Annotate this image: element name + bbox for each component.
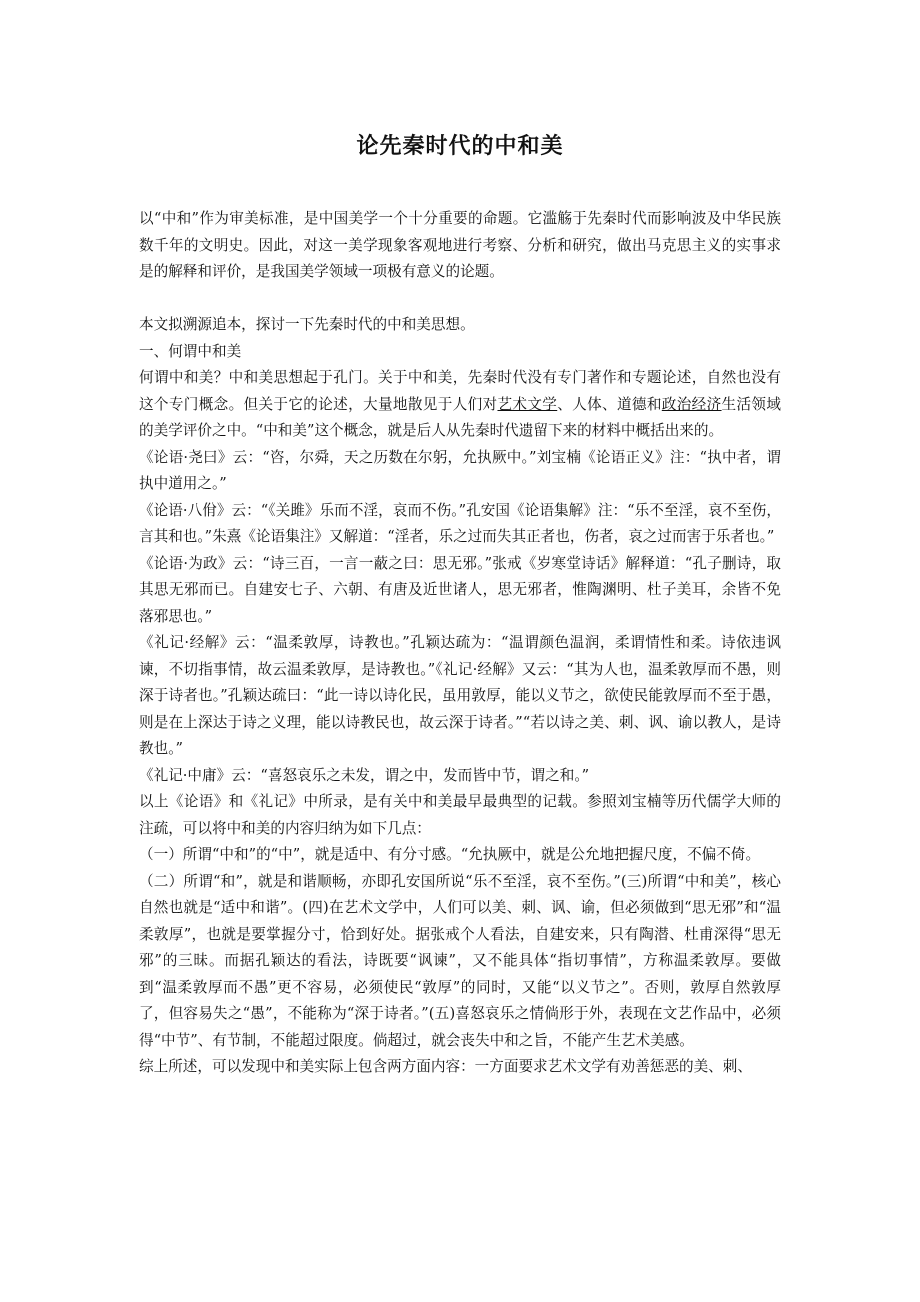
point-two-to-five: （二）所谓“和”，就是和谐顺畅，亦即孔安国所说“乐不至淫，哀不至伤。”(三)所谓“中和美”，核心自然也就是“适中和谐”。(四)在艺术文学中，人们可以美、刺、讽、谕，但必须做到“思无邪”和“温柔敦厚”，也就是要掌握分寸，恰到好处。据张戒个人看法，自建安来，只有陶潜、杜甫深得“思无邪”的三昧。而据孔颖达的看法，诗既要“讽谏”，又不能具体“指切事情”，方称温柔敦厚。要做到“温柔敦厚而不愚”更不容易，必须使民“敦厚”的同时，又能“以义节之”。否则，敦厚自然敦厚了，但容易失之“愚”，不能称为“深于诗者。”(五)喜怒哀乐之情倘形于外，表现在文艺作品中，必须得“中节”、有节制，不能超过限度。倘超过，就会丧失中和之旨，不能产生艺术美感。	[139, 872, 781, 1049]
quote-yaoyue: 《论语·尧曰》云：“咨，尔舜，天之历数在尔躬，允执厥中。”刘宝楠《论语正义》注：“执中者，谓执中道用之。”	[139, 448, 781, 492]
conclusion-paragraph: 综上所述，可以发现中和美实际上包含两方面内容：一方面要求艺术文学有劝善惩恶的美、刺、	[139, 1058, 752, 1075]
quote-bayi: 《论语·八佾》云：“《关雎》乐而不淫，哀而不伤。”孔安国《论语集解》注：“乐不至淫，哀不至伤，言其和也。”朱熹《论语集注》又解道：“淫者，乐之过而失其正者也，伤者，哀之过而害于乐者也。”	[139, 501, 781, 545]
definition-paragraph	[139, 365, 781, 445]
definition-text-b: 、人体、道德和	[557, 395, 662, 413]
summary-paragraph: 以上《论语》和《礼记》中所录，是有关中和美最早最典型的记载。参照刘宝楠等历代儒学大师的注疏，可以将中和美的内容归纳为如下几点：	[139, 793, 781, 837]
paragraph-spacer	[139, 286, 781, 313]
intro-paragraph: 以“中和”作为审美标准，是中国美学一个十分重要的命题。它滥觞于先秦时代而影响波及中华民族数千年的文明史。因此，对这一美学现象客观地进行考察、分析和研究，做出马克思主义的实事求是的解释和评价，是我国美学领域一项极有意义的论题。	[139, 210, 781, 280]
political-economy-link[interactable]: 政治经济	[661, 395, 722, 413]
purpose-paragraph: 本文拟溯源追本，探讨一下先秦时代的中和美思想。	[139, 316, 475, 333]
document-body	[139, 206, 781, 1081]
quote-jingjie: 《礼记·经解》云：“温柔敦厚，诗教也。”孔颖达疏为：“温谓颜色温润，柔谓情性和柔。诗依违讽谏，不切指事情，故云温柔敦厚，是诗教也。”《礼记·经解》又云：“其为人也，温柔敦厚而不愚，则深于诗者也。”孔颖达疏曰：“此一诗以诗化民，虽用敦厚，能以义节之，欲使民能敦厚而不至于愚，则是在上深达于诗之义理，能以诗教民也，故云深于诗者。”“若以诗之美、刺、讽、谕以教人，是诗教也。”	[139, 634, 781, 757]
art-literature-link[interactable]: 艺术文学	[497, 395, 558, 413]
definition-text-c: 生活领域的美学评价之中。“中和美”这个概念，就是后人从先秦时代遗留下来的材料中概括出来的。	[139, 395, 781, 439]
definition-text-a: 何谓中和美？中和美思想起于孔门。关于中和美，先秦时代没有专门著作和专题论述，自然也没有这个专门概念。但关于它的论述，大量地散见于人们对	[139, 369, 781, 413]
quote-weizheng: 《论语·为政》云：“诗三百，一言一蔽之曰：思无邪。”张戒《岁寒堂诗话》解释道：“孔子删诗，取其思无邪而已。自建安七子、六朝、有唐及近世诸人，思无邪者，惟陶渊明、杜子美耳，余皆不免落邪思也。”	[139, 554, 781, 625]
section-heading: 一、何谓中和美	[139, 342, 242, 360]
point-one: （一）所谓“中和”的“中”，就是适中、有分寸感。“允执厥中，就是公允地把握尺度，不偏不倚。	[139, 846, 761, 863]
quote-zhongyong: 《礼记·中庸》云：“喜怒哀乐之未发，谓之中，发而皆中节，谓之和。”	[139, 766, 590, 784]
document-title: 论先秦时代的中和美	[356, 134, 564, 159]
